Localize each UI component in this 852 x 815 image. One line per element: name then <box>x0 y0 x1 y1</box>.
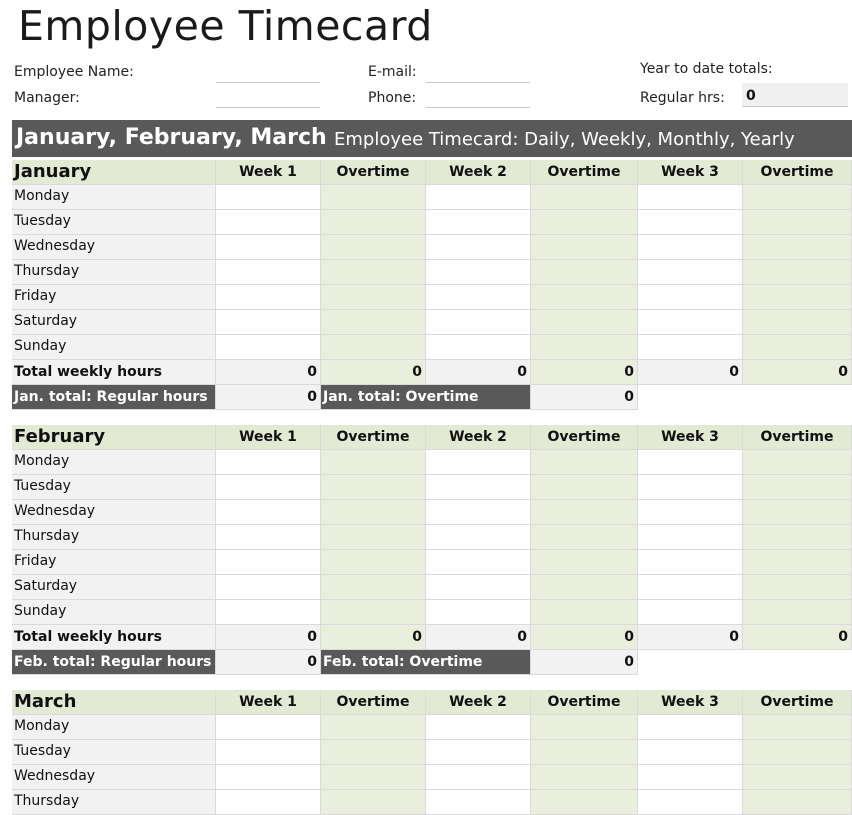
overtime-cell[interactable] <box>321 335 426 360</box>
day-label: Thursday <box>12 790 216 815</box>
month-regular-value: 0 <box>216 385 321 410</box>
day-row <box>12 500 852 525</box>
day-label: Sunday <box>12 335 216 360</box>
total-weekly-value: 0 <box>743 360 852 385</box>
total-weekly-value: 0 <box>216 360 321 385</box>
column-header: Overtime <box>321 160 426 185</box>
month-regular-label: Feb. total: Regular hours <box>12 650 216 675</box>
email-label: E-mail: <box>368 64 417 80</box>
overtime-cell[interactable] <box>743 335 852 360</box>
banner-subtitle: Employee Timecard: Daily, Weekly, Monthly, Yearly <box>334 129 795 150</box>
hours-cell[interactable] <box>638 525 743 550</box>
day-row <box>12 600 852 625</box>
overtime-cell[interactable] <box>531 525 638 550</box>
hours-cell[interactable] <box>638 550 743 575</box>
overtime-cell[interactable] <box>743 600 852 625</box>
day-label: Monday <box>12 715 216 740</box>
column-header: Overtime <box>531 425 638 450</box>
overtime-cell[interactable] <box>743 260 852 285</box>
hours-cell[interactable] <box>426 285 531 310</box>
column-header: Week 1 <box>216 690 321 715</box>
day-row <box>12 210 852 235</box>
day-label: Sunday <box>12 600 216 625</box>
hours-cell[interactable] <box>216 575 321 600</box>
overtime-cell[interactable] <box>321 600 426 625</box>
column-header: Overtime <box>743 425 852 450</box>
month-total-row <box>12 650 852 675</box>
hours-cell[interactable] <box>216 600 321 625</box>
email-field[interactable] <box>426 82 530 83</box>
day-row <box>12 790 852 815</box>
total-weekly-value: 0 <box>638 360 743 385</box>
day-row <box>12 475 852 500</box>
overtime-cell[interactable] <box>531 790 638 815</box>
column-header: Overtime <box>743 690 852 715</box>
overtime-cell[interactable] <box>531 740 638 765</box>
hours-cell[interactable] <box>426 185 531 210</box>
month-total-row <box>12 385 852 410</box>
column-header: Week 3 <box>638 425 743 450</box>
overtime-cell[interactable] <box>743 500 852 525</box>
day-row <box>12 525 852 550</box>
column-header: Week 2 <box>426 160 531 185</box>
month-overtime-value: 0 <box>531 650 638 675</box>
hours-cell[interactable] <box>638 790 743 815</box>
hours-cell[interactable] <box>216 765 321 790</box>
hours-cell[interactable] <box>638 740 743 765</box>
day-label: Wednesday <box>12 235 216 260</box>
total-weekly-row <box>12 625 852 650</box>
total-weekly-label: Total weekly hours <box>12 360 216 385</box>
overtime-cell[interactable] <box>531 765 638 790</box>
day-row <box>12 285 852 310</box>
day-row <box>12 260 852 285</box>
hours-cell[interactable] <box>216 310 321 335</box>
day-label: Wednesday <box>12 765 216 790</box>
total-weekly-value: 0 <box>426 360 531 385</box>
overtime-cell[interactable] <box>743 575 852 600</box>
overtime-cell[interactable] <box>743 740 852 765</box>
hours-cell[interactable] <box>426 525 531 550</box>
overtime-cell[interactable] <box>321 765 426 790</box>
hours-cell[interactable] <box>426 235 531 260</box>
hours-cell[interactable] <box>426 260 531 285</box>
overtime-cell[interactable] <box>531 185 638 210</box>
hours-cell[interactable] <box>426 210 531 235</box>
hours-cell[interactable] <box>638 260 743 285</box>
overtime-cell[interactable] <box>531 500 638 525</box>
hours-cell[interactable] <box>638 310 743 335</box>
overtime-cell[interactable] <box>531 210 638 235</box>
overtime-cell[interactable] <box>743 715 852 740</box>
day-row <box>12 765 852 790</box>
phone-field[interactable] <box>426 107 530 108</box>
hours-cell[interactable] <box>638 185 743 210</box>
hours-cell[interactable] <box>638 450 743 475</box>
day-label: Saturday <box>12 310 216 335</box>
hours-cell[interactable] <box>638 235 743 260</box>
total-weekly-label: Total weekly hours <box>12 625 216 650</box>
total-weekly-value: 0 <box>321 360 426 385</box>
manager-label: Manager: <box>14 90 80 106</box>
overtime-cell[interactable] <box>321 500 426 525</box>
total-weekly-value: 0 <box>638 625 743 650</box>
day-label: Monday <box>12 450 216 475</box>
quarter-title: January, February, March <box>16 125 327 150</box>
hours-cell[interactable] <box>216 790 321 815</box>
hours-cell[interactable] <box>216 450 321 475</box>
overtime-cell[interactable] <box>531 450 638 475</box>
overtime-cell[interactable] <box>531 235 638 260</box>
overtime-cell[interactable] <box>321 260 426 285</box>
employee-name-label: Employee Name: <box>14 64 134 80</box>
hours-cell[interactable] <box>216 500 321 525</box>
overtime-cell[interactable] <box>743 450 852 475</box>
hours-cell[interactable] <box>638 715 743 740</box>
month-header-row <box>12 425 852 450</box>
month-overtime-value: 0 <box>531 385 638 410</box>
hours-cell[interactable] <box>216 260 321 285</box>
overtime-cell[interactable] <box>743 235 852 260</box>
column-header: Overtime <box>531 690 638 715</box>
phone-label: Phone: <box>368 90 417 106</box>
month-name: January <box>12 160 216 185</box>
hours-cell[interactable] <box>638 210 743 235</box>
hours-cell[interactable] <box>638 765 743 790</box>
overtime-cell[interactable] <box>743 475 852 500</box>
overtime-cell[interactable] <box>531 285 638 310</box>
day-label: Thursday <box>12 525 216 550</box>
day-label: Tuesday <box>12 740 216 765</box>
overtime-cell[interactable] <box>321 310 426 335</box>
day-row <box>12 740 852 765</box>
overtime-cell[interactable] <box>321 210 426 235</box>
hours-cell[interactable] <box>426 740 531 765</box>
overtime-cell[interactable] <box>321 525 426 550</box>
hours-cell[interactable] <box>638 575 743 600</box>
column-header: Week 1 <box>216 425 321 450</box>
hours-cell[interactable] <box>426 790 531 815</box>
overtime-cell[interactable] <box>743 790 852 815</box>
overtime-cell[interactable] <box>743 550 852 575</box>
hours-cell[interactable] <box>426 500 531 525</box>
total-weekly-row <box>12 360 852 385</box>
page-title: Employee Timecard <box>18 2 433 50</box>
day-label: Monday <box>12 185 216 210</box>
hours-cell[interactable] <box>426 335 531 360</box>
column-header: Week 3 <box>638 160 743 185</box>
day-row <box>12 185 852 210</box>
month-overtime-label: Feb. total: Overtime <box>321 650 531 675</box>
month-name: February <box>12 425 216 450</box>
overtime-cell[interactable] <box>743 285 852 310</box>
overtime-cell[interactable] <box>531 550 638 575</box>
hours-cell[interactable] <box>426 715 531 740</box>
overtime-cell[interactable] <box>321 740 426 765</box>
day-row <box>12 575 852 600</box>
hours-cell[interactable] <box>216 475 321 500</box>
hours-cell[interactable] <box>216 525 321 550</box>
hours-cell[interactable] <box>638 500 743 525</box>
day-label: Tuesday <box>12 475 216 500</box>
hours-cell[interactable] <box>638 475 743 500</box>
overtime-cell[interactable] <box>531 475 638 500</box>
overtime-cell[interactable] <box>321 575 426 600</box>
day-label: Thursday <box>12 260 216 285</box>
column-header: Overtime <box>743 160 852 185</box>
overtime-cell[interactable] <box>531 600 638 625</box>
overtime-cell[interactable] <box>531 260 638 285</box>
overtime-cell[interactable] <box>743 210 852 235</box>
column-header: Week 2 <box>426 690 531 715</box>
total-weekly-value: 0 <box>216 625 321 650</box>
total-weekly-value: 0 <box>531 360 638 385</box>
overtime-cell[interactable] <box>531 575 638 600</box>
overtime-cell[interactable] <box>531 310 638 335</box>
column-header: Overtime <box>321 425 426 450</box>
hours-cell[interactable] <box>216 210 321 235</box>
column-header: Week 3 <box>638 690 743 715</box>
hours-cell[interactable] <box>216 285 321 310</box>
overtime-cell[interactable] <box>321 235 426 260</box>
overtime-cell[interactable] <box>743 310 852 335</box>
hours-cell[interactable] <box>426 310 531 335</box>
overtime-cell[interactable] <box>321 185 426 210</box>
day-label: Saturday <box>12 575 216 600</box>
total-weekly-value: 0 <box>426 625 531 650</box>
day-label: Friday <box>12 285 216 310</box>
overtime-cell[interactable] <box>321 450 426 475</box>
month-header-row <box>12 690 852 715</box>
hours-cell[interactable] <box>638 600 743 625</box>
day-row <box>12 310 852 335</box>
day-label: Tuesday <box>12 210 216 235</box>
day-row <box>12 335 852 360</box>
day-row <box>12 550 852 575</box>
hours-cell[interactable] <box>426 765 531 790</box>
total-weekly-value: 0 <box>321 625 426 650</box>
column-header: Overtime <box>531 160 638 185</box>
hours-cell[interactable] <box>426 450 531 475</box>
hours-cell[interactable] <box>216 715 321 740</box>
day-row <box>12 715 852 740</box>
column-header: Week 2 <box>426 425 531 450</box>
overtime-cell[interactable] <box>531 335 638 360</box>
hours-cell[interactable] <box>426 475 531 500</box>
regular-hrs-value[interactable]: 0 <box>742 83 848 107</box>
day-label: Wednesday <box>12 500 216 525</box>
quarter-banner <box>12 120 852 157</box>
total-weekly-value: 0 <box>743 625 852 650</box>
hours-cell[interactable] <box>426 575 531 600</box>
hours-cell[interactable] <box>638 335 743 360</box>
overtime-cell[interactable] <box>321 790 426 815</box>
column-header: Week 1 <box>216 160 321 185</box>
manager-field[interactable] <box>216 107 320 108</box>
hours-cell[interactable] <box>426 600 531 625</box>
overtime-cell[interactable] <box>321 715 426 740</box>
hours-cell[interactable] <box>426 550 531 575</box>
hours-cell[interactable] <box>216 740 321 765</box>
column-header: Overtime <box>321 690 426 715</box>
day-row <box>12 235 852 260</box>
regular-hrs-label: Regular hrs: <box>640 90 725 106</box>
month-header-row <box>12 160 852 185</box>
month-name: March <box>12 690 216 715</box>
overtime-cell[interactable] <box>321 550 426 575</box>
hours-cell[interactable] <box>216 335 321 360</box>
employee-name-field[interactable] <box>216 82 320 83</box>
overtime-cell[interactable] <box>743 765 852 790</box>
day-row <box>12 450 852 475</box>
day-label: Friday <box>12 550 216 575</box>
hours-cell[interactable] <box>638 285 743 310</box>
overtime-cell[interactable] <box>743 185 852 210</box>
hours-cell[interactable] <box>216 550 321 575</box>
month-regular-value: 0 <box>216 650 321 675</box>
ytd-label: Year to date totals: <box>640 61 773 77</box>
total-weekly-value: 0 <box>531 625 638 650</box>
hours-cell[interactable] <box>216 185 321 210</box>
overtime-cell[interactable] <box>743 525 852 550</box>
month-overtime-label: Jan. total: Overtime <box>321 385 531 410</box>
overtime-cell[interactable] <box>321 475 426 500</box>
hours-cell[interactable] <box>216 235 321 260</box>
overtime-cell[interactable] <box>321 285 426 310</box>
month-regular-label: Jan. total: Regular hours <box>12 385 216 410</box>
overtime-cell[interactable] <box>531 715 638 740</box>
